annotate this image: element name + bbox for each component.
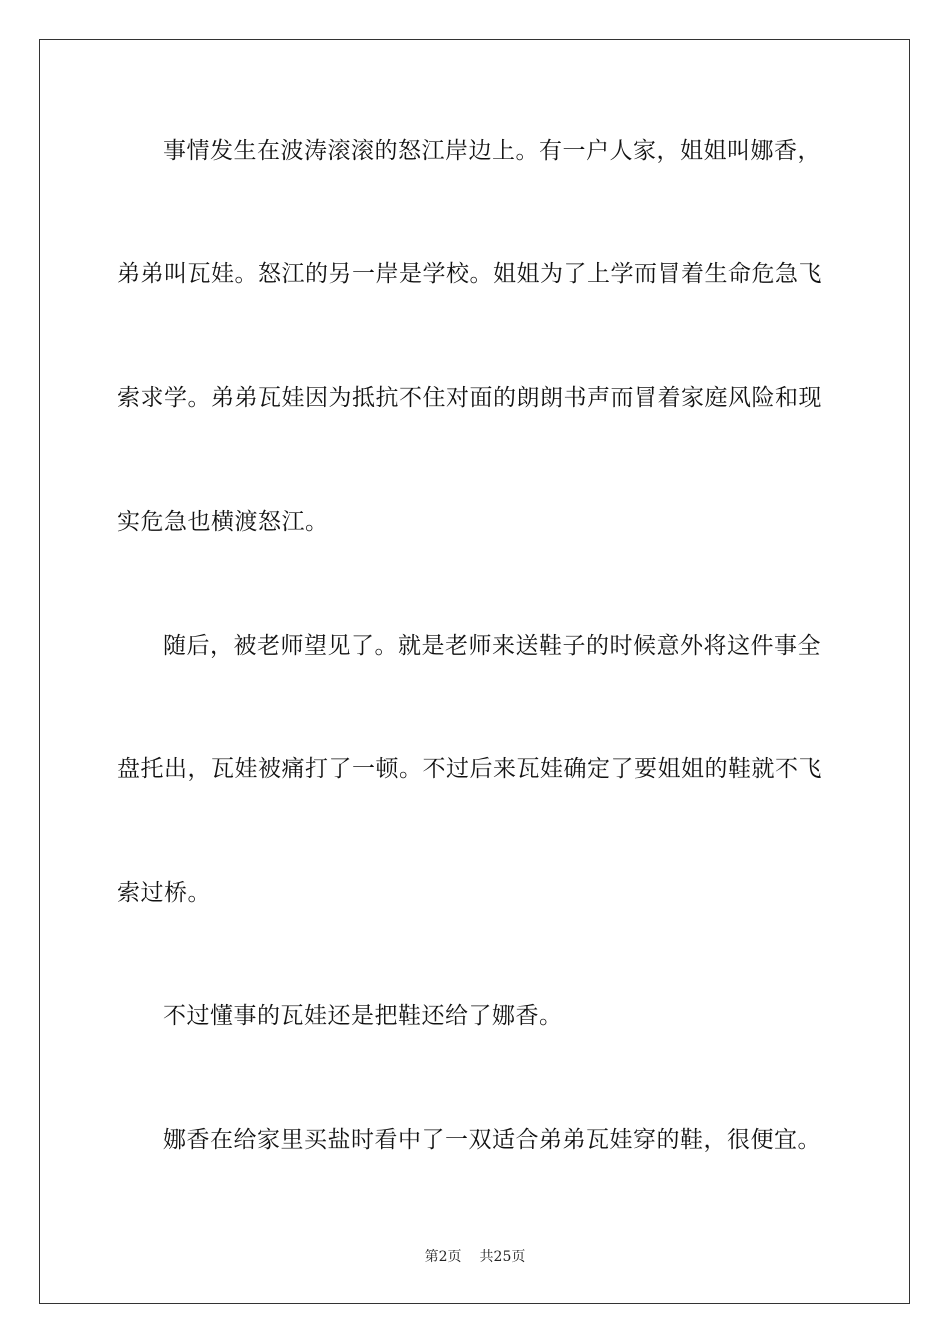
page-total: 共25页 bbox=[479, 1249, 526, 1265]
paragraph-1-line-3: 索求学。弟弟瓦娃因为抵抗不住对面的朗朗书声而冒着家庭风险和现 bbox=[117, 385, 822, 411]
paragraph-4-line-1: 娜香在给家里买盐时看中了一双适合弟弟瓦娃穿的鞋，很便宜。 bbox=[163, 1127, 821, 1153]
paragraph-2-line-2: 盘托出，瓦娃被痛打了一顿。不过后来瓦娃确定了要姐姐的鞋就不飞 bbox=[117, 756, 822, 782]
paragraph-2-line-1: 随后，被老师望见了。就是老师来送鞋子的时候意外将这件事全 bbox=[163, 633, 821, 659]
page-number: 第2页 bbox=[424, 1249, 462, 1265]
page-frame bbox=[39, 39, 910, 1304]
paragraph-1-line-2: 弟弟叫瓦娃。怒江的另一岸是学校。姐姐为了上学而冒着生命危急飞 bbox=[117, 261, 822, 287]
paragraph-2-line-3: 索过桥。 bbox=[117, 880, 211, 906]
paragraph-1-line-1: 事情发生在波涛滚滚的怒江岸边上。有一户人家，姐姐叫娜香， bbox=[163, 138, 821, 164]
paragraph-1-line-4: 实危急也横渡怒江。 bbox=[117, 509, 329, 535]
page-footer bbox=[0, 1247, 950, 1267]
paragraph-3-line-1: 不过懂事的瓦娃还是把鞋还给了娜香。 bbox=[163, 1003, 563, 1029]
